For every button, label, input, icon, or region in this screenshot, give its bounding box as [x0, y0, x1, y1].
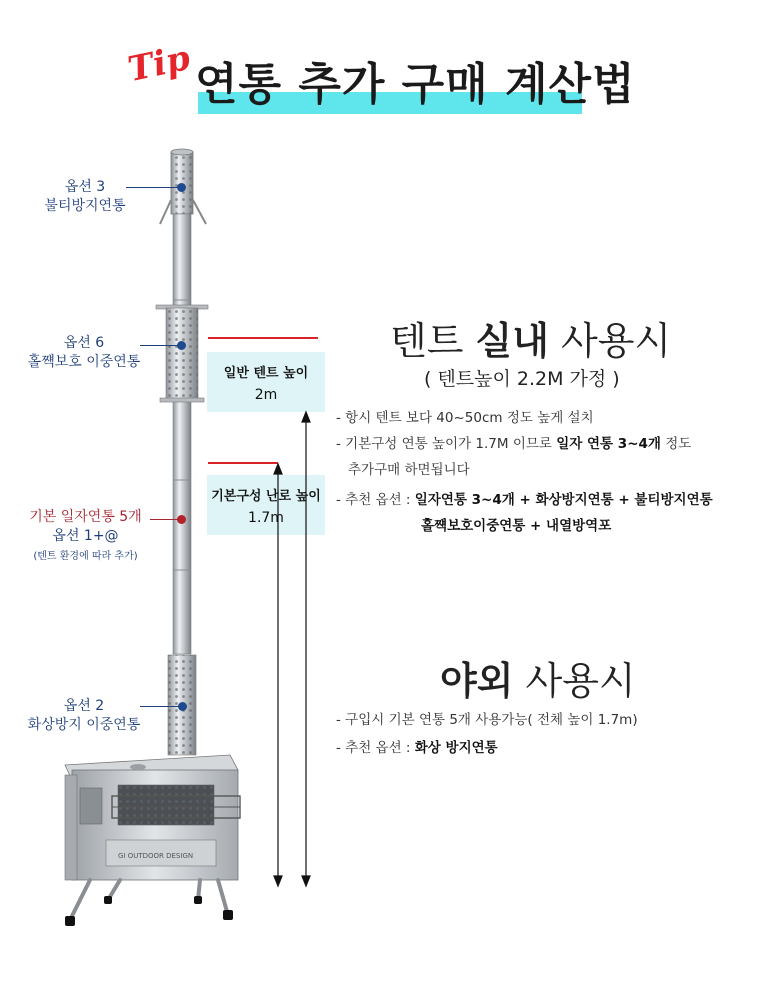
option2-label	[22, 697, 146, 735]
page-title: 연통 추가 구매 계산법	[195, 59, 636, 110]
indoor-bullet-3-cont	[421, 513, 611, 539]
stove-legs	[70, 880, 228, 920]
option2-name: 화상방지 이중연통	[27, 717, 141, 733]
tent-height-value: 2m	[254, 387, 278, 403]
basic-pipe-note: (텐트 환경에 따라 추가)	[33, 551, 138, 562]
option6-name: 홀쨱보호 이중연통	[27, 354, 141, 370]
outdoor-bullet-2-pre: - 추천 옵션 :	[336, 740, 415, 756]
option3-label	[30, 178, 140, 216]
outdoor-bullet-1: - 구입시 기본 연통 5개 사용가능( 전체 높이 1.7m)	[336, 712, 638, 728]
option3-title: 옵션 3	[64, 179, 106, 195]
basic-pipe-title: 기본 일자연통 5개	[29, 509, 142, 525]
option3-dot	[177, 183, 186, 192]
indoor-title-post: 사용시	[548, 319, 672, 363]
stove-arrow-bottom	[274, 876, 282, 886]
basic-pipe-dot	[177, 515, 186, 524]
outdoor-title	[440, 650, 636, 705]
indoor-bullet-3-pre: - 추천 옵션 :	[336, 492, 415, 508]
option3-name: 불티방지연통	[44, 198, 126, 214]
indoor-subtitle: ( 텐트높이 2.2M 가정 )	[424, 368, 620, 390]
basic-pipe-label	[18, 508, 153, 566]
option6-dot	[177, 341, 186, 350]
indoor-title-pre: 텐트	[390, 319, 476, 363]
indoor-bullet-2-bold: 일자 연통 3~4개	[556, 436, 661, 452]
stove-body	[65, 755, 240, 880]
basic-pipe-leader	[150, 519, 180, 520]
option6-title: 옵션 6	[63, 335, 105, 351]
indoor-bullet-2-pre: - 기본구성 연통 높이가 1.7M 이므로	[336, 436, 557, 452]
indoor-bullet-2-cont: 추가구매 하면됩니다	[348, 462, 470, 478]
option3-leader	[126, 187, 181, 188]
indoor-title-bold: 실내	[475, 319, 549, 363]
tent-protector-pipe	[156, 305, 208, 402]
height-arrows	[268, 410, 318, 890]
tent-height-redline	[208, 337, 318, 339]
option6-label	[22, 334, 146, 372]
outdoor-bullet-2-bold: 화상 방지연통	[414, 740, 498, 756]
option2-leader	[140, 706, 182, 707]
stove-height-label: 기본구성 난로 높이	[211, 489, 321, 504]
indoor-title	[390, 310, 671, 365]
option2-dot	[178, 702, 187, 711]
stove-arrow-top	[274, 464, 282, 474]
tent-arrow-top	[302, 412, 310, 422]
indoor-bullet-2-post: 정도	[660, 436, 692, 452]
tent-height-box	[207, 352, 325, 412]
tent-arrow-bottom	[302, 876, 310, 886]
outdoor-title-bold: 야외	[440, 659, 514, 703]
option2-title: 옵션 2	[63, 698, 105, 714]
indoor-bullet-2	[336, 431, 691, 457]
outdoor-title-post: 사용시	[513, 659, 636, 703]
basic-pipe-option: 옵션 1+@	[52, 528, 119, 544]
indoor-bullet-1: - 항시 텐트 보다 40~50cm 정도 높게 설치	[336, 410, 594, 426]
tip-label: Tip	[124, 37, 194, 91]
indoor-bullet-3	[336, 487, 713, 513]
tent-height-label: 일반 텐트 높이	[223, 366, 309, 381]
option6-leader	[140, 345, 180, 346]
indoor-bullet-3-cont-text: 홀쨱보호이중연통 + 내열방역포	[421, 518, 612, 534]
indoor-bullet-3-bold: 일자연통 3~4개 + 화상방지연통 + 불티방지연통	[414, 492, 713, 508]
stove-height-value: 1.7m	[248, 510, 284, 526]
outdoor-bullet-2	[336, 735, 498, 761]
svg-text:GI OUTDOOR DESIGN: GI OUTDOOR DESIGN	[118, 852, 194, 860]
